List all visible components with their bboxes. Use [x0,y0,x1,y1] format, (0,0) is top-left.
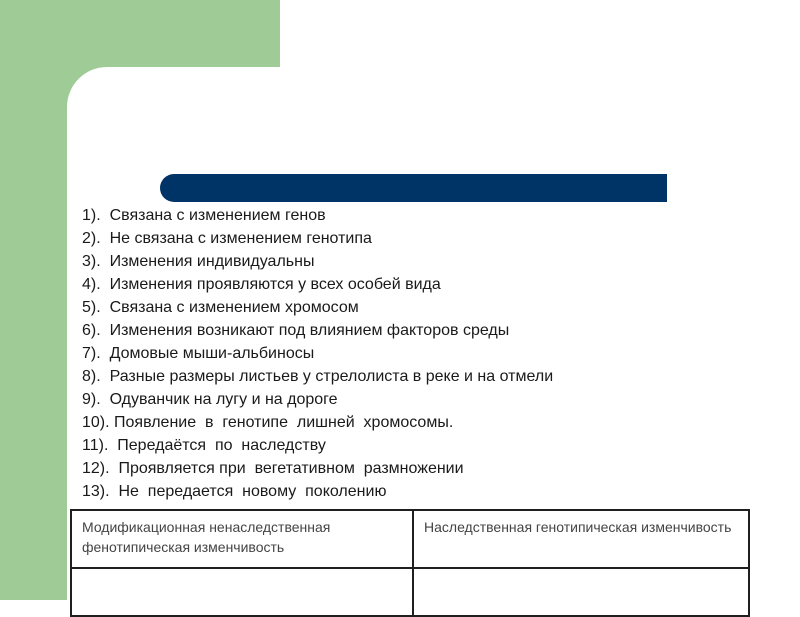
list-item: 11). Передаётся по наследству [82,437,326,454]
list-item: 9). Одуванчик на лугу и на дороге [82,391,338,408]
list-item: 10). Появление в генотипе лишней хромосомы. [82,414,454,431]
list-item: 13). Не передается новому поколению [82,483,387,500]
list-item: 4). Изменения проявляются у всех особей вида [82,276,441,293]
classification-table [70,509,750,617]
list-item: 2). Не связана с изменением генотипа [82,230,372,247]
cell-hereditary-answers[interactable] [413,568,749,616]
list-item: 8). Разные размеры листьев у стрелолиста в реке и на отмели [82,368,554,385]
cell-modification-answers[interactable] [71,568,413,616]
list-item: 12). Проявляется при вегетативном размножении [82,460,464,477]
header-hereditary-variability: Наследственная генотипическая изменчивость [413,510,749,568]
list-item: 3). Изменения индивидуальны [82,253,315,270]
list-item: 7). Домовые мыши-альбиносы [82,345,315,362]
table-header-row [71,510,749,568]
title-bar [160,174,667,202]
table-row [71,568,749,616]
list-item: 1). Связана с изменением генов [82,207,326,224]
list-item: 6). Изменения возникают под влиянием факторов среды [82,322,510,339]
header-modification-variability: Модификационная ненаследственная фенотипическая изменчивость [71,510,413,568]
statement-list [82,204,772,503]
list-item: 5). Связана с изменением хромосом [82,299,359,316]
